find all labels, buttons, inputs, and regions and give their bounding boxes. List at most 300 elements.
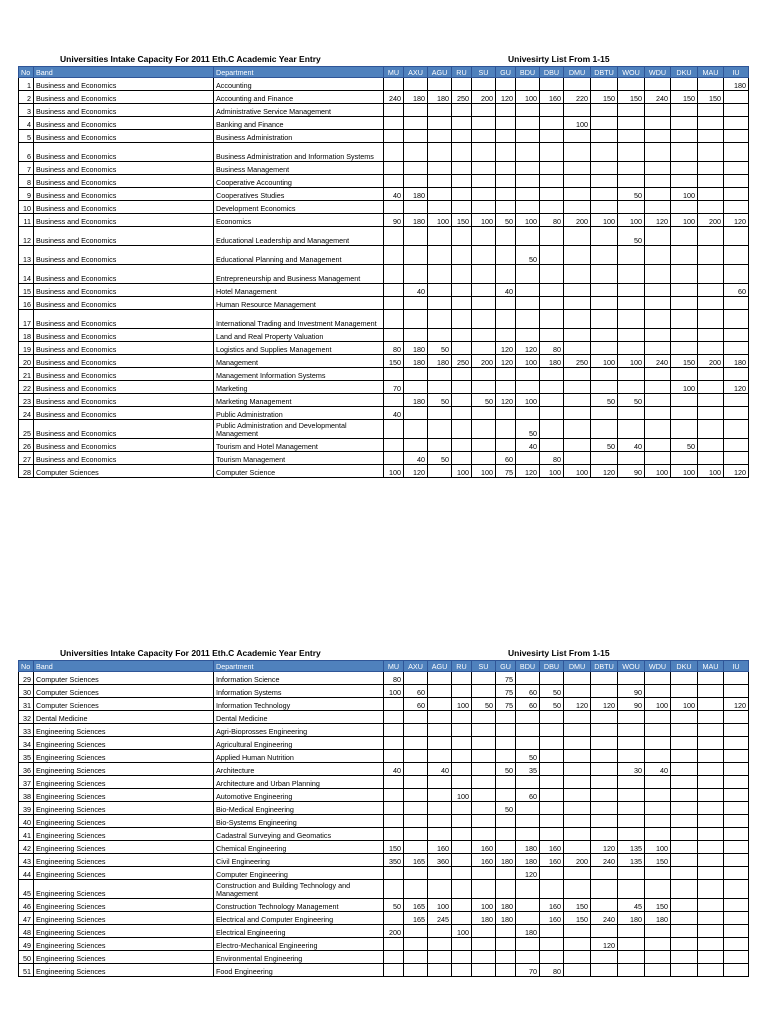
header-university-ru: RU xyxy=(452,661,472,672)
capacity-cell-dmu xyxy=(564,776,591,789)
capacity-cell-wou xyxy=(618,672,645,685)
department-cell: Marketing xyxy=(214,381,384,394)
capacity-cell-dbu xyxy=(540,201,564,214)
capacity-cell-wou xyxy=(618,130,645,143)
capacity-cell-dku xyxy=(671,899,698,912)
table-row xyxy=(19,439,749,452)
capacity-cell-axu: 180 xyxy=(404,342,428,355)
capacity-cell-dbtu xyxy=(591,143,618,162)
capacity-cell-dku: 100 xyxy=(671,188,698,201)
capacity-cell-su: 100 xyxy=(472,214,496,227)
row-number: 29 xyxy=(19,672,34,685)
capacity-cell-mau xyxy=(698,776,724,789)
row-number: 42 xyxy=(19,841,34,854)
header-university-mau: MAU xyxy=(698,67,724,78)
capacity-cell-dku xyxy=(671,828,698,841)
capacity-cell-wou xyxy=(618,143,645,162)
row-number: 11 xyxy=(19,214,34,227)
capacity-cell-mau xyxy=(698,452,724,465)
capacity-cell-mu xyxy=(384,297,404,310)
capacity-cell-ru: 100 xyxy=(452,465,472,478)
row-number: 25 xyxy=(19,420,34,439)
capacity-cell-bdu: 50 xyxy=(516,246,540,265)
capacity-cell-dku xyxy=(671,265,698,284)
capacity-cell-ru xyxy=(452,776,472,789)
capacity-cell-wdu xyxy=(645,452,671,465)
capacity-cell-agu xyxy=(428,828,452,841)
capacity-cell-agu: 100 xyxy=(428,899,452,912)
capacity-cell-wdu xyxy=(645,329,671,342)
capacity-cell-iu xyxy=(724,925,749,938)
capacity-cell-gu: 50 xyxy=(496,763,516,776)
capacity-cell-dbtu xyxy=(591,368,618,381)
capacity-cell-axu xyxy=(404,789,428,802)
band-cell: Business and Economics xyxy=(34,227,214,246)
capacity-cell-dku xyxy=(671,763,698,776)
capacity-cell-dmu: 100 xyxy=(564,465,591,478)
capacity-cell-gu xyxy=(496,265,516,284)
capacity-cell-ru: 100 xyxy=(452,925,472,938)
capacity-cell-wdu xyxy=(645,175,671,188)
capacity-cell-axu xyxy=(404,162,428,175)
capacity-cell-dbtu xyxy=(591,381,618,394)
capacity-cell-su xyxy=(472,310,496,329)
capacity-cell-dku xyxy=(671,711,698,724)
university-list-title: Univesirty List From 1-15 xyxy=(508,54,610,64)
band-cell: Engineering Sciences xyxy=(34,867,214,880)
capacity-cell-su xyxy=(472,175,496,188)
department-cell: Chemical Engineering xyxy=(214,841,384,854)
capacity-cell-iu xyxy=(724,188,749,201)
capacity-cell-wdu xyxy=(645,802,671,815)
capacity-cell-agu xyxy=(428,329,452,342)
department-cell: Educational Leadership and Management xyxy=(214,227,384,246)
capacity-cell-iu xyxy=(724,841,749,854)
row-number: 47 xyxy=(19,912,34,925)
capacity-cell-iu xyxy=(724,912,749,925)
capacity-cell-ru xyxy=(452,162,472,175)
capacity-cell-ru xyxy=(452,737,472,750)
capacity-cell-dbu xyxy=(540,938,564,951)
table-row xyxy=(19,711,749,724)
capacity-cell-bdu xyxy=(516,265,540,284)
capacity-cell-wdu xyxy=(645,143,671,162)
capacity-cell-bdu: 70 xyxy=(516,964,540,977)
capacity-cell-dbtu xyxy=(591,310,618,329)
capacity-cell-dbu: 50 xyxy=(540,698,564,711)
department-cell: Business Administration xyxy=(214,130,384,143)
row-number: 24 xyxy=(19,407,34,420)
header-university-wdu: WDU xyxy=(645,661,671,672)
capacity-cell-dbtu xyxy=(591,763,618,776)
capacity-cell-mau xyxy=(698,201,724,214)
capacity-cell-iu xyxy=(724,737,749,750)
capacity-cell-dmu: 200 xyxy=(564,214,591,227)
capacity-cell-dbu xyxy=(540,407,564,420)
capacity-cell-gu xyxy=(496,711,516,724)
capacity-cell-iu xyxy=(724,368,749,381)
capacity-cell-wou: 90 xyxy=(618,465,645,478)
capacity-cell-mu: 150 xyxy=(384,841,404,854)
row-number: 1 xyxy=(19,78,34,91)
capacity-cell-gu xyxy=(496,789,516,802)
capacity-cell-mau xyxy=(698,394,724,407)
capacity-cell-mau xyxy=(698,407,724,420)
header-university-axu: AXU xyxy=(404,661,428,672)
department-cell: Tourism and Hotel Management xyxy=(214,439,384,452)
department-cell: Public Administration and Developmental Management xyxy=(214,420,384,439)
capacity-cell-su xyxy=(472,867,496,880)
row-number: 12 xyxy=(19,227,34,246)
capacity-cell-ru xyxy=(452,329,472,342)
capacity-cell-dmu xyxy=(564,201,591,214)
capacity-cell-su xyxy=(472,143,496,162)
capacity-cell-dbu: 80 xyxy=(540,452,564,465)
capacity-cell-mau xyxy=(698,381,724,394)
capacity-cell-wou: 45 xyxy=(618,899,645,912)
capacity-cell-mu: 80 xyxy=(384,342,404,355)
capacity-cell-mu xyxy=(384,750,404,763)
capacity-cell-mau xyxy=(698,104,724,117)
capacity-cell-dku xyxy=(671,964,698,977)
band-cell: Business and Economics xyxy=(34,368,214,381)
capacity-cell-ru xyxy=(452,227,472,246)
row-number: 36 xyxy=(19,763,34,776)
capacity-cell-mu: 80 xyxy=(384,672,404,685)
capacity-cell-dbtu xyxy=(591,104,618,117)
capacity-cell-wou xyxy=(618,368,645,381)
capacity-cell-bdu xyxy=(516,143,540,162)
capacity-cell-dmu: 150 xyxy=(564,912,591,925)
capacity-cell-mu xyxy=(384,912,404,925)
capacity-cell-ru xyxy=(452,854,472,867)
capacity-cell-gu xyxy=(496,143,516,162)
capacity-cell-axu xyxy=(404,227,428,246)
table-row xyxy=(19,329,749,342)
capacity-cell-mau xyxy=(698,912,724,925)
row-number: 20 xyxy=(19,355,34,368)
department-cell: Civil Engineering xyxy=(214,854,384,867)
sheet-2 xyxy=(18,648,748,977)
capacity-cell-dbtu xyxy=(591,750,618,763)
capacity-cell-agu: 50 xyxy=(428,452,452,465)
capacity-cell-agu xyxy=(428,78,452,91)
capacity-cell-bdu: 50 xyxy=(516,750,540,763)
capacity-cell-mu xyxy=(384,711,404,724)
band-cell: Business and Economics xyxy=(34,117,214,130)
table-row xyxy=(19,672,749,685)
capacity-cell-agu xyxy=(428,938,452,951)
capacity-cell-mu: 350 xyxy=(384,854,404,867)
row-number: 35 xyxy=(19,750,34,763)
capacity-cell-gu: 75 xyxy=(496,698,516,711)
capacity-cell-mau xyxy=(698,329,724,342)
capacity-cell-dbu xyxy=(540,420,564,439)
capacity-cell-dku xyxy=(671,802,698,815)
capacity-cell-agu: 160 xyxy=(428,841,452,854)
capacity-cell-dku: 100 xyxy=(671,698,698,711)
table-row xyxy=(19,91,749,104)
row-number: 16 xyxy=(19,297,34,310)
capacity-cell-dbu xyxy=(540,162,564,175)
capacity-cell-dbu xyxy=(540,776,564,789)
capacity-cell-wou xyxy=(618,789,645,802)
capacity-cell-axu xyxy=(404,265,428,284)
capacity-cell-wdu xyxy=(645,246,671,265)
capacity-cell-axu xyxy=(404,368,428,381)
capacity-cell-su xyxy=(472,439,496,452)
capacity-cell-ru: 250 xyxy=(452,91,472,104)
capacity-cell-iu xyxy=(724,899,749,912)
capacity-cell-mau xyxy=(698,698,724,711)
capacity-cell-bdu: 40 xyxy=(516,439,540,452)
intake-table-2 xyxy=(18,660,749,977)
capacity-cell-wou: 50 xyxy=(618,394,645,407)
capacity-cell-wou: 135 xyxy=(618,854,645,867)
capacity-cell-dmu xyxy=(564,246,591,265)
capacity-cell-iu: 120 xyxy=(724,381,749,394)
capacity-cell-dbu: 80 xyxy=(540,214,564,227)
capacity-cell-dmu xyxy=(564,265,591,284)
capacity-cell-wou xyxy=(618,964,645,977)
capacity-cell-ru xyxy=(452,117,472,130)
capacity-cell-dbu: 180 xyxy=(540,355,564,368)
capacity-cell-mu xyxy=(384,815,404,828)
department-cell: Construction Technology Management xyxy=(214,899,384,912)
capacity-cell-dmu: 250 xyxy=(564,355,591,368)
capacity-cell-dku xyxy=(671,737,698,750)
department-cell: Food Engineering xyxy=(214,964,384,977)
header-university-su: SU xyxy=(472,67,496,78)
table-row xyxy=(19,227,749,246)
capacity-cell-dbtu xyxy=(591,246,618,265)
capacity-cell-wou xyxy=(618,750,645,763)
capacity-cell-gu xyxy=(496,951,516,964)
row-number: 13 xyxy=(19,246,34,265)
capacity-cell-dbu: 80 xyxy=(540,964,564,977)
capacity-cell-gu: 50 xyxy=(496,802,516,815)
department-cell: Bio-Systems Engineering xyxy=(214,815,384,828)
capacity-cell-ru xyxy=(452,750,472,763)
capacity-cell-axu: 180 xyxy=(404,355,428,368)
table-row xyxy=(19,750,749,763)
capacity-cell-axu xyxy=(404,381,428,394)
band-cell: Engineering Sciences xyxy=(34,776,214,789)
capacity-cell-dmu: 150 xyxy=(564,899,591,912)
capacity-cell-iu xyxy=(724,246,749,265)
capacity-cell-su: 180 xyxy=(472,912,496,925)
capacity-cell-ru: 100 xyxy=(452,698,472,711)
capacity-cell-gu: 120 xyxy=(496,91,516,104)
capacity-cell-axu xyxy=(404,938,428,951)
capacity-cell-bdu: 180 xyxy=(516,925,540,938)
capacity-cell-dmu: 100 xyxy=(564,117,591,130)
row-number: 31 xyxy=(19,698,34,711)
capacity-cell-ru xyxy=(452,724,472,737)
capacity-cell-wou: 40 xyxy=(618,439,645,452)
capacity-cell-mau xyxy=(698,246,724,265)
capacity-cell-wou xyxy=(618,867,645,880)
capacity-cell-wdu xyxy=(645,951,671,964)
capacity-cell-su xyxy=(472,297,496,310)
capacity-cell-bdu xyxy=(516,815,540,828)
capacity-cell-ru xyxy=(452,246,472,265)
capacity-cell-agu xyxy=(428,284,452,297)
capacity-cell-gu xyxy=(496,246,516,265)
capacity-cell-axu: 60 xyxy=(404,698,428,711)
capacity-cell-axu: 180 xyxy=(404,394,428,407)
capacity-cell-dbtu: 120 xyxy=(591,841,618,854)
capacity-cell-dbu: 160 xyxy=(540,91,564,104)
capacity-cell-ru xyxy=(452,711,472,724)
capacity-cell-wou: 90 xyxy=(618,685,645,698)
capacity-cell-ru xyxy=(452,188,472,201)
capacity-cell-bdu: 50 xyxy=(516,420,540,439)
department-cell: Accounting xyxy=(214,78,384,91)
capacity-cell-wou xyxy=(618,776,645,789)
capacity-cell-wdu xyxy=(645,368,671,381)
capacity-cell-axu xyxy=(404,763,428,776)
capacity-cell-agu xyxy=(428,776,452,789)
header-university-dmu: DMU xyxy=(564,67,591,78)
table-row xyxy=(19,815,749,828)
capacity-cell-gu xyxy=(496,880,516,899)
capacity-cell-iu xyxy=(724,452,749,465)
capacity-cell-mau xyxy=(698,711,724,724)
capacity-cell-agu xyxy=(428,724,452,737)
capacity-cell-mu xyxy=(384,938,404,951)
row-number: 37 xyxy=(19,776,34,789)
capacity-cell-dbtu xyxy=(591,201,618,214)
capacity-cell-axu xyxy=(404,310,428,329)
capacity-cell-dbu: 50 xyxy=(540,685,564,698)
capacity-cell-ru: 100 xyxy=(452,789,472,802)
capacity-cell-dmu xyxy=(564,737,591,750)
department-cell: International Trading and Investment Management xyxy=(214,310,384,329)
capacity-cell-bdu xyxy=(516,776,540,789)
capacity-cell-mau: 200 xyxy=(698,214,724,227)
capacity-cell-su xyxy=(472,342,496,355)
capacity-cell-gu xyxy=(496,828,516,841)
capacity-cell-ru xyxy=(452,815,472,828)
capacity-cell-dbu xyxy=(540,368,564,381)
capacity-cell-su xyxy=(472,925,496,938)
capacity-cell-mu: 70 xyxy=(384,381,404,394)
table-row xyxy=(19,355,749,368)
capacity-cell-dbu xyxy=(540,880,564,899)
table-row xyxy=(19,368,749,381)
capacity-cell-gu xyxy=(496,117,516,130)
capacity-cell-wou xyxy=(618,925,645,938)
capacity-cell-bdu xyxy=(516,452,540,465)
capacity-cell-bdu: 120 xyxy=(516,867,540,880)
capacity-cell-dmu xyxy=(564,711,591,724)
capacity-cell-su: 100 xyxy=(472,899,496,912)
capacity-cell-iu xyxy=(724,439,749,452)
capacity-cell-ru xyxy=(452,368,472,381)
band-cell: Engineering Sciences xyxy=(34,763,214,776)
capacity-cell-wou xyxy=(618,802,645,815)
capacity-cell-gu xyxy=(496,201,516,214)
table-row xyxy=(19,938,749,951)
header-university-dbu: DBU xyxy=(540,661,564,672)
band-cell: Business and Economics xyxy=(34,246,214,265)
capacity-cell-bdu xyxy=(516,880,540,899)
capacity-cell-mu xyxy=(384,310,404,329)
header-university-bdu: BDU xyxy=(516,661,540,672)
capacity-cell-bdu: 100 xyxy=(516,214,540,227)
capacity-cell-iu xyxy=(724,828,749,841)
capacity-cell-bdu: 35 xyxy=(516,763,540,776)
capacity-cell-dmu xyxy=(564,724,591,737)
row-number: 39 xyxy=(19,802,34,815)
capacity-cell-agu xyxy=(428,802,452,815)
capacity-cell-wou xyxy=(618,246,645,265)
department-cell: Information Systems xyxy=(214,685,384,698)
capacity-cell-dbu xyxy=(540,265,564,284)
capacity-cell-gu xyxy=(496,188,516,201)
capacity-cell-gu: 120 xyxy=(496,342,516,355)
capacity-cell-dbu xyxy=(540,763,564,776)
capacity-cell-agu xyxy=(428,925,452,938)
capacity-cell-axu: 60 xyxy=(404,685,428,698)
capacity-cell-mu xyxy=(384,394,404,407)
capacity-cell-mu xyxy=(384,420,404,439)
capacity-cell-bdu xyxy=(516,329,540,342)
row-number: 2 xyxy=(19,91,34,104)
capacity-cell-iu: 120 xyxy=(724,214,749,227)
capacity-cell-iu: 60 xyxy=(724,284,749,297)
capacity-cell-wdu xyxy=(645,750,671,763)
capacity-cell-dmu xyxy=(564,867,591,880)
capacity-cell-ru xyxy=(452,381,472,394)
capacity-cell-dbtu xyxy=(591,78,618,91)
capacity-cell-dbu xyxy=(540,815,564,828)
table-row xyxy=(19,78,749,91)
capacity-cell-wdu xyxy=(645,685,671,698)
capacity-cell-iu xyxy=(724,407,749,420)
capacity-cell-dmu xyxy=(564,342,591,355)
capacity-cell-ru xyxy=(452,143,472,162)
capacity-cell-gu xyxy=(496,815,516,828)
capacity-cell-wou: 135 xyxy=(618,841,645,854)
capacity-cell-dku: 150 xyxy=(671,355,698,368)
department-cell: Banking and Finance xyxy=(214,117,384,130)
capacity-cell-mau xyxy=(698,841,724,854)
band-cell: Engineering Sciences xyxy=(34,912,214,925)
capacity-cell-mau xyxy=(698,342,724,355)
capacity-cell-iu xyxy=(724,130,749,143)
capacity-cell-dku: 100 xyxy=(671,465,698,478)
department-cell: Economics xyxy=(214,214,384,227)
band-cell: Business and Economics xyxy=(34,329,214,342)
table-row xyxy=(19,737,749,750)
band-cell: Business and Economics xyxy=(34,188,214,201)
band-cell: Business and Economics xyxy=(34,214,214,227)
band-cell: Engineering Sciences xyxy=(34,880,214,899)
band-cell: Engineering Sciences xyxy=(34,841,214,854)
capacity-cell-axu xyxy=(404,776,428,789)
table-row xyxy=(19,802,749,815)
capacity-cell-su xyxy=(472,828,496,841)
table-row xyxy=(19,104,749,117)
header-university-dku: DKU xyxy=(671,661,698,672)
department-cell: Cadastral Surveying and Geomatics xyxy=(214,828,384,841)
capacity-cell-dku xyxy=(671,789,698,802)
capacity-cell-wou xyxy=(618,162,645,175)
capacity-cell-wdu xyxy=(645,776,671,789)
capacity-cell-su xyxy=(472,802,496,815)
